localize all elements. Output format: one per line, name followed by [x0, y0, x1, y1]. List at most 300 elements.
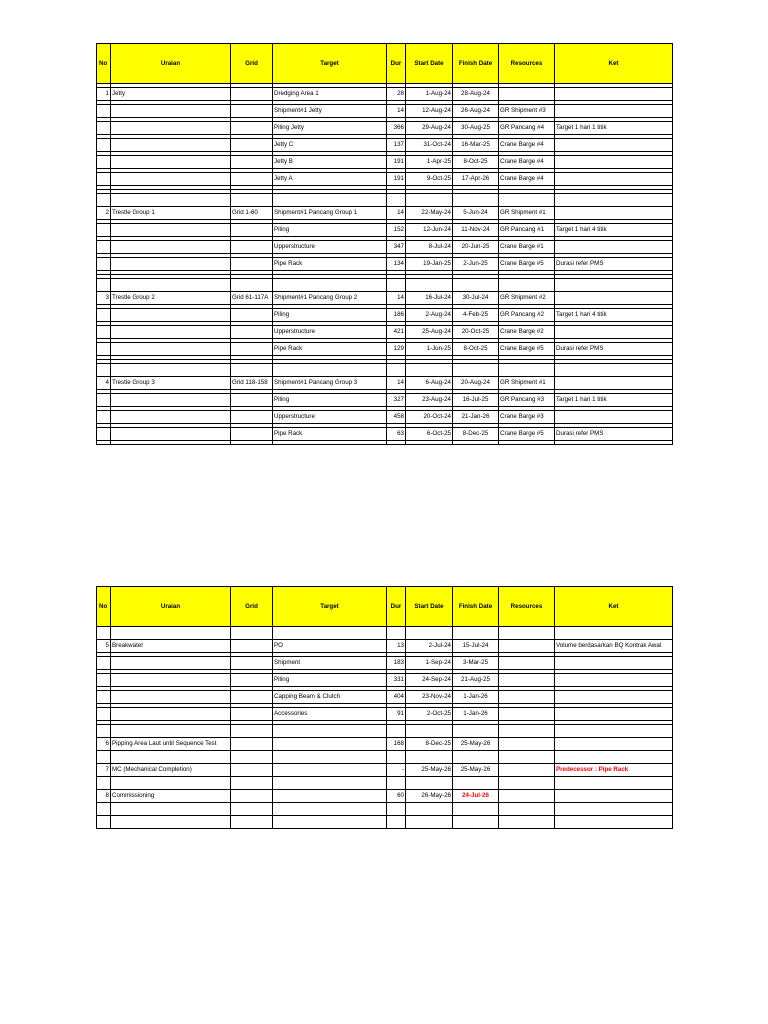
- cell-target: Shipment: [273, 657, 387, 670]
- empty-cell: [387, 194, 406, 207]
- empty-cell: [273, 777, 387, 790]
- cell-start: 22-May-24: [406, 207, 453, 220]
- cell-ket: [555, 105, 673, 118]
- header-target: Target: [273, 587, 387, 627]
- empty-cell: [273, 441, 387, 445]
- table-row: [97, 173, 673, 186]
- empty-cell: [111, 816, 231, 829]
- cell-grid: [231, 738, 273, 751]
- header-dur: Dur: [387, 587, 406, 627]
- cell-grid: [231, 343, 273, 356]
- header-start: Start Date: [406, 587, 453, 627]
- empty-cell: [231, 777, 273, 790]
- empty-cell: [273, 364, 387, 377]
- cell-ket: Durasi refer PMS: [555, 258, 673, 271]
- cell-dur: 366: [387, 122, 406, 135]
- empty-cell: [453, 194, 499, 207]
- cell-ket: Target 1 hari 1 titik: [555, 394, 673, 407]
- cell-start: 8-Dec-25: [406, 738, 453, 751]
- cell-target: Piling: [273, 674, 387, 687]
- cell-grid: Grid 61-117A: [231, 292, 273, 305]
- table-row: [97, 207, 673, 220]
- empty-cell: [453, 777, 499, 790]
- cell-no: [97, 156, 111, 169]
- cell-finish: 5-Jun-24: [453, 207, 499, 220]
- cell-resources: GR Shipment #1: [499, 207, 555, 220]
- cell-resources: [499, 88, 555, 101]
- cell-grid: [231, 326, 273, 339]
- empty-cell: [499, 725, 555, 738]
- cell-no: 4: [97, 377, 111, 390]
- cell-finish: 16-Jul-25: [453, 394, 499, 407]
- empty-cell: [406, 364, 453, 377]
- cell-target: Piling: [273, 224, 387, 237]
- cell-start: 2-Oct-25: [406, 708, 453, 721]
- cell-no: 8: [97, 790, 111, 803]
- cell-finish: 25-May-26: [453, 764, 499, 777]
- table-row: [97, 156, 673, 169]
- cell-dur: -: [387, 764, 406, 777]
- cell-grid: [231, 224, 273, 237]
- cell-no: 7: [97, 764, 111, 777]
- header-grid: Grid: [231, 587, 273, 627]
- cell-target: Shipment#1 Pancang Group 2: [273, 292, 387, 305]
- table-row: [97, 674, 673, 687]
- empty-cell: [453, 725, 499, 738]
- empty-cell: [453, 627, 499, 640]
- table-row: [97, 241, 673, 254]
- cell-grid: [231, 105, 273, 118]
- cell-start: 1-Aug-24: [406, 88, 453, 101]
- header-finish: Finish Date: [453, 587, 499, 627]
- empty-cell: [97, 627, 111, 640]
- cell-ket: [555, 88, 673, 101]
- cell-start: 31-Oct-24: [406, 139, 453, 152]
- cell-no: [97, 173, 111, 186]
- cell-start: 1-Sep-24: [406, 657, 453, 670]
- cell-uraian: [111, 394, 231, 407]
- cell-ket: Target 1 hari 4 titik: [555, 224, 673, 237]
- empty-cell: [555, 194, 673, 207]
- empty-cell: [97, 751, 111, 764]
- cell-uraian: Trestle Group 1: [111, 207, 231, 220]
- cell-resources: GR Pancang #2: [499, 309, 555, 322]
- cell-uraian: Breakwater: [111, 640, 231, 653]
- cell-ket: Target 1 hari 1 titik: [555, 122, 673, 135]
- empty-cell: [387, 364, 406, 377]
- cell-dur: 347: [387, 241, 406, 254]
- cell-dur: 458: [387, 411, 406, 424]
- cell-start: 25-Aug-24: [406, 326, 453, 339]
- spacer-row: [97, 364, 673, 377]
- empty-cell: [453, 751, 499, 764]
- cell-dur: 129: [387, 343, 406, 356]
- cell-resources: Crane Barge #5: [499, 343, 555, 356]
- empty-cell: [406, 816, 453, 829]
- empty-cell: [97, 816, 111, 829]
- cell-ket: [555, 657, 673, 670]
- cell-dur: 331: [387, 674, 406, 687]
- empty-cell: [111, 627, 231, 640]
- cell-no: [97, 708, 111, 721]
- cell-dur: 91: [387, 708, 406, 721]
- empty-cell: [111, 364, 231, 377]
- cell-grid: Grid 118-158: [231, 377, 273, 390]
- cell-resources: GR Shipment #1: [499, 377, 555, 390]
- cell-ket: [555, 326, 673, 339]
- cell-target: Piling: [273, 394, 387, 407]
- empty-cell: [111, 194, 231, 207]
- spacer-row: [97, 279, 673, 292]
- empty-cell: [453, 816, 499, 829]
- cell-no: 1: [97, 88, 111, 101]
- cell-finish: 1-Jan-26: [453, 691, 499, 704]
- cell-target: Shipment#1 Pancang Group 3: [273, 377, 387, 390]
- cell-grid: [231, 411, 273, 424]
- cell-no: 5: [97, 640, 111, 653]
- cell-no: [97, 691, 111, 704]
- table-row: [97, 691, 673, 704]
- cell-grid: [231, 640, 273, 653]
- table-row: [97, 394, 673, 407]
- cell-dur: 421: [387, 326, 406, 339]
- cell-no: [97, 657, 111, 670]
- cell-ket: [555, 207, 673, 220]
- cell-dur: 168: [387, 738, 406, 751]
- cell-ket: Volume berdasarkan BQ Kontrak Awal: [555, 640, 673, 653]
- cell-dur: 14: [387, 377, 406, 390]
- cell-resources: Crane Barge #1: [499, 241, 555, 254]
- cell-ket: Target 1 hari 4 titik: [555, 309, 673, 322]
- empty-cell: [273, 751, 387, 764]
- empty-cell: [499, 627, 555, 640]
- cell-finish: 24-Jul-26: [453, 790, 499, 803]
- cell-dur: 14: [387, 292, 406, 305]
- empty-cell: [555, 725, 673, 738]
- header-ket: Ket: [555, 587, 673, 627]
- cell-ket: [555, 674, 673, 687]
- empty-cell: [555, 751, 673, 764]
- cell-start: 9-Oct-25: [406, 173, 453, 186]
- cell-start: 19-Jan-25: [406, 258, 453, 271]
- cell-finish: 20-Oct-25: [453, 326, 499, 339]
- empty-cell: [231, 627, 273, 640]
- cell-start: 29-Aug-24: [406, 122, 453, 135]
- cell-uraian: [111, 173, 231, 186]
- spacer-row: [97, 816, 673, 829]
- header-target: Target: [273, 44, 387, 84]
- empty-cell: [555, 279, 673, 292]
- cell-finish: 3-Mar-25: [453, 657, 499, 670]
- cell-target: Pipe Rack: [273, 258, 387, 271]
- cell-finish: 4-Feb-25: [453, 309, 499, 322]
- cell-dur: 404: [387, 691, 406, 704]
- cell-finish: 2-Jun-25: [453, 258, 499, 271]
- empty-cell: [499, 777, 555, 790]
- cell-resources: Crane Barge #4: [499, 156, 555, 169]
- cell-target: Accessories: [273, 708, 387, 721]
- table-row: [97, 88, 673, 101]
- cell-grid: [231, 428, 273, 441]
- cell-dur: 13: [387, 640, 406, 653]
- cell-grid: [231, 258, 273, 271]
- empty-cell: [97, 725, 111, 738]
- cell-grid: [231, 790, 273, 803]
- empty-cell: [406, 777, 453, 790]
- table-row: [97, 411, 673, 424]
- table-row: [97, 738, 673, 751]
- cell-dur: 14: [387, 105, 406, 118]
- cell-dur: 152: [387, 224, 406, 237]
- empty-cell: [97, 777, 111, 790]
- empty-cell: [273, 725, 387, 738]
- cell-ket: Predecessor : Pipe Rack: [555, 764, 673, 777]
- cell-ket: [555, 790, 673, 803]
- spacer-row: [97, 751, 673, 764]
- empty-cell: [406, 803, 453, 816]
- empty-cell: [555, 777, 673, 790]
- cell-start: 26-May-26: [406, 790, 453, 803]
- cell-finish: 17-Apr-26: [453, 173, 499, 186]
- cell-start: 2-Aug-24: [406, 309, 453, 322]
- cell-dur: 14: [387, 207, 406, 220]
- cell-target: Piling: [273, 309, 387, 322]
- empty-cell: [555, 803, 673, 816]
- empty-cell: [453, 441, 499, 445]
- cell-finish: 1-Jan-26: [453, 708, 499, 721]
- cell-resources: [499, 640, 555, 653]
- cell-ket: [555, 139, 673, 152]
- spacer-row: [97, 194, 673, 207]
- spacer-row: [97, 725, 673, 738]
- cell-grid: [231, 764, 273, 777]
- empty-cell: [231, 441, 273, 445]
- cell-finish: 30-Jul-24: [453, 292, 499, 305]
- empty-cell: [499, 816, 555, 829]
- empty-cell: [231, 194, 273, 207]
- cell-finish: 21-Jan-26: [453, 411, 499, 424]
- cell-start: 12-Aug-24: [406, 105, 453, 118]
- empty-cell: [231, 803, 273, 816]
- cell-resources: Crane Barge #5: [499, 258, 555, 271]
- cell-no: [97, 224, 111, 237]
- cell-start: 20-Oct-24: [406, 411, 453, 424]
- cell-dur: 137: [387, 139, 406, 152]
- empty-cell: [387, 751, 406, 764]
- empty-cell: [406, 751, 453, 764]
- cell-uraian: [111, 258, 231, 271]
- cell-finish: 25-May-26: [453, 738, 499, 751]
- cell-resources: Crane Barge #2: [499, 326, 555, 339]
- cell-target: Jetty C: [273, 139, 387, 152]
- empty-cell: [387, 725, 406, 738]
- cell-no: [97, 139, 111, 152]
- empty-cell: [111, 751, 231, 764]
- header-no: No: [97, 44, 111, 84]
- table-row: [97, 657, 673, 670]
- cell-start: 8-Jul-24: [406, 241, 453, 254]
- cell-resources: [499, 674, 555, 687]
- cell-dur: 134: [387, 258, 406, 271]
- empty-cell: [387, 279, 406, 292]
- cell-start: 2-Jul-24: [406, 640, 453, 653]
- cell-start: 23-Aug-24: [406, 394, 453, 407]
- cell-uraian: [111, 309, 231, 322]
- cell-resources: GR Shipment #3: [499, 105, 555, 118]
- cell-uraian: Commissioning: [111, 790, 231, 803]
- cell-resources: [499, 691, 555, 704]
- empty-cell: [111, 803, 231, 816]
- empty-cell: [231, 816, 273, 829]
- cell-ket: [555, 156, 673, 169]
- empty-cell: [231, 725, 273, 738]
- cell-uraian: Jetty: [111, 88, 231, 101]
- cell-no: [97, 309, 111, 322]
- empty-cell: [231, 364, 273, 377]
- cell-resources: GR Shipment #2: [499, 292, 555, 305]
- cell-no: [97, 122, 111, 135]
- spacer-row: [97, 777, 673, 790]
- cell-dur: 191: [387, 156, 406, 169]
- cell-no: [97, 428, 111, 441]
- cell-no: [97, 411, 111, 424]
- cell-ket: [555, 173, 673, 186]
- cell-no: [97, 241, 111, 254]
- table-row: [97, 224, 673, 237]
- cell-start: 6-Oct-25: [406, 428, 453, 441]
- empty-cell: [387, 441, 406, 445]
- table-row: [97, 764, 673, 777]
- cell-no: [97, 674, 111, 687]
- cell-target: Jetty B: [273, 156, 387, 169]
- cell-finish: 8-Oct-25: [453, 343, 499, 356]
- cell-uraian: [111, 708, 231, 721]
- empty-cell: [406, 441, 453, 445]
- empty-cell: [555, 816, 673, 829]
- cell-resources: [499, 790, 555, 803]
- cell-resources: Crane Barge #4: [499, 173, 555, 186]
- cell-ket: [555, 411, 673, 424]
- header-no: No: [97, 587, 111, 627]
- empty-cell: [273, 803, 387, 816]
- cell-grid: [231, 674, 273, 687]
- cell-ket: [555, 292, 673, 305]
- cell-grid: [231, 394, 273, 407]
- cell-finish: 16-Mar-25: [453, 139, 499, 152]
- empty-cell: [453, 279, 499, 292]
- cell-resources: [499, 738, 555, 751]
- cell-resources: GR Pancang #3: [499, 394, 555, 407]
- cell-target: Dredging Area 1: [273, 88, 387, 101]
- empty-cell: [499, 364, 555, 377]
- empty-cell: [499, 441, 555, 445]
- empty-cell: [555, 364, 673, 377]
- table-row: [97, 122, 673, 135]
- cell-no: 6: [97, 738, 111, 751]
- cell-uraian: Pipping Area Laut until Sequence Test: [111, 738, 231, 751]
- cell-resources: [499, 657, 555, 670]
- table-row: [97, 258, 673, 271]
- cell-resources: GR Pancang #4: [499, 122, 555, 135]
- cell-no: [97, 105, 111, 118]
- empty-cell: [387, 816, 406, 829]
- cell-target: Upperstructure: [273, 411, 387, 424]
- table-row: [97, 428, 673, 441]
- cell-uraian: [111, 156, 231, 169]
- cell-ket: [555, 377, 673, 390]
- header-row: [97, 587, 673, 627]
- empty-cell: [387, 777, 406, 790]
- empty-cell: [97, 441, 111, 445]
- empty-cell: [111, 441, 231, 445]
- cell-uraian: [111, 428, 231, 441]
- spacer-row: [97, 441, 673, 445]
- empty-cell: [97, 364, 111, 377]
- table-row: [97, 309, 673, 322]
- cell-resources: Crane Barge #4: [499, 139, 555, 152]
- cell-resources: [499, 764, 555, 777]
- cell-uraian: MC (Mechanical Completion): [111, 764, 231, 777]
- cell-start: 1-Jun-25: [406, 343, 453, 356]
- header-dur: Dur: [387, 44, 406, 84]
- cell-uraian: [111, 105, 231, 118]
- empty-cell: [499, 279, 555, 292]
- cell-no: [97, 326, 111, 339]
- cell-start: 24-Sep-24: [406, 674, 453, 687]
- cell-uraian: [111, 224, 231, 237]
- cell-target: Shipment#1 Pancang Group 1: [273, 207, 387, 220]
- empty-cell: [97, 279, 111, 292]
- cell-ket: [555, 691, 673, 704]
- empty-cell: [273, 627, 387, 640]
- empty-cell: [111, 725, 231, 738]
- cell-ket: [555, 708, 673, 721]
- cell-ket: [555, 738, 673, 751]
- empty-cell: [387, 803, 406, 816]
- cell-finish: 15-Jul-24: [453, 640, 499, 653]
- empty-cell: [97, 803, 111, 816]
- header-resources: Resources: [499, 44, 555, 84]
- empty-cell: [555, 627, 673, 640]
- cell-grid: [231, 708, 273, 721]
- empty-cell: [406, 279, 453, 292]
- cell-ket: Durasi refer PMS: [555, 428, 673, 441]
- cell-resources: Crane Barge #3: [499, 411, 555, 424]
- header-uraian: Uraian: [111, 44, 231, 84]
- cell-grid: [231, 241, 273, 254]
- table-row: [97, 326, 673, 339]
- cell-finish: 20-Aug-24: [453, 377, 499, 390]
- cell-target: [273, 738, 387, 751]
- cell-grid: [231, 173, 273, 186]
- empty-cell: [499, 803, 555, 816]
- schedule-table-1: [96, 43, 673, 445]
- empty-cell: [406, 725, 453, 738]
- empty-cell: [499, 751, 555, 764]
- header-ket: Ket: [555, 44, 673, 84]
- cell-uraian: Trestle Group 2: [111, 292, 231, 305]
- cell-target: Shipment#1 Jetty: [273, 105, 387, 118]
- cell-uraian: [111, 411, 231, 424]
- cell-finish: 26-Aug-24: [453, 105, 499, 118]
- cell-dur: 63: [387, 428, 406, 441]
- cell-dur: 327: [387, 394, 406, 407]
- cell-dur: 60: [387, 790, 406, 803]
- empty-cell: [273, 194, 387, 207]
- empty-cell: [453, 803, 499, 816]
- cell-target: Capping Beam & Clutch: [273, 691, 387, 704]
- cell-target: Upperstructure: [273, 241, 387, 254]
